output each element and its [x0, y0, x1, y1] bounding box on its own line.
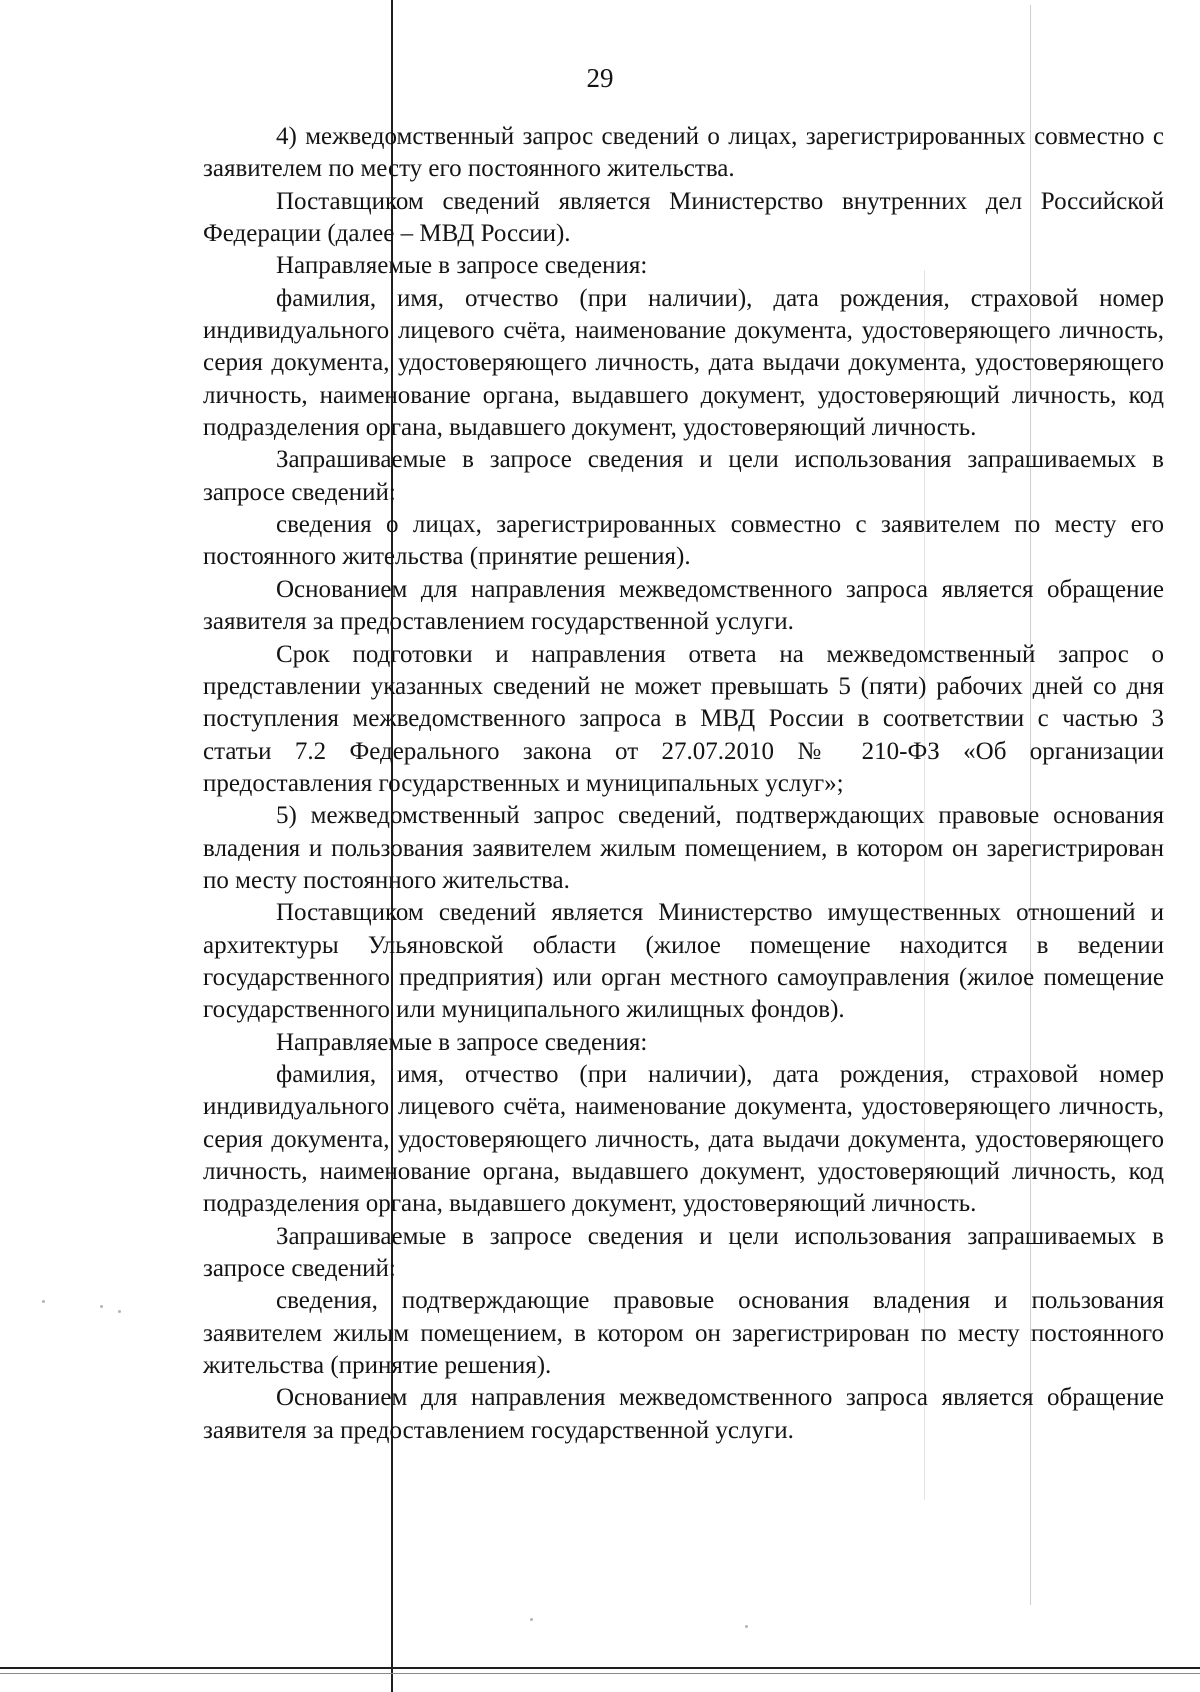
paragraph-requested-fields: сведения о лицах, зарегистрированных совместно с заявителем по месту его постоянного жительства (принятие решения). — [203, 511, 1164, 571]
paragraph-request-5: 5) межведомственный запрос сведений, подтверждающих правовые основания владения и пользования заявителем жилым помещением, в котором он зарегистрирован по месту постоянного жительства. — [203, 802, 1164, 894]
paragraph-sent-heading-2: Направляемые в запросе сведения: — [276, 1028, 648, 1056]
paragraph-supplier-ministry: Поставщиком сведений является Министерство имущественных отношений и архитектуры Ульяновской области (жилое помещение находится в ведении государственного предприятия) или орган местного самоуправления (жилое помещение государственного или муниципального жилищных фондов). — [203, 899, 1164, 1024]
paragraph-request-4: 4) межведомственный запрос сведений о лицах, зарегистрированных совместно с заявителем по месту его постоянного жительства. — [203, 123, 1164, 183]
paragraph-sent-fields: фамилия, имя, отчество (при наличии), дата рождения, страховой номер индивидуального лицевого счёта, наименование документа, удостоверяющего личность, серия документа, удостоверяющего личность, дата выдачи документа, удостоверяющего личность, наименование органа, выдавшего документ, удостоверяющий личность, код подразделения органа, выдавшего документ, удостоверяющий личность. — [203, 284, 1164, 442]
scan-bottom-line-secondary — [0, 1673, 1200, 1674]
page-number: 29 — [586, 63, 614, 93]
paragraph-requested-heading-2: Запрашиваемые в запросе сведения и цели использования запрашиваемых в запросе сведений: — [203, 1222, 1164, 1283]
paragraph-sent-heading: Направляемые в запросе сведения: — [276, 252, 648, 280]
paragraph-basis: Основанием для направления межведомственного запроса является обращение заявителя за предоставлением государственной услуги. — [203, 575, 1164, 636]
paragraph-requested-fields-2: сведения, подтверждающие правовые основания владения и пользования заявителем жилым помещением, в котором он зарегистрирован по месту постоянного жительства (принятие решения). — [203, 1287, 1164, 1380]
paragraph-basis-2: Основанием для направления межведомственного запроса является обращение заявителя за предоставлением государственной услуги. — [203, 1384, 1164, 1444]
scan-speck — [42, 1300, 45, 1303]
paragraph-supplier-mvd: Поставщиком сведений является Министерство внутренних дел Российской Федерации (далее – МВД России). — [203, 187, 1164, 248]
scan-speck — [100, 1305, 103, 1308]
scan-speck — [745, 1625, 748, 1628]
scan-bottom-line — [0, 1667, 1200, 1669]
paragraph-requested-heading: Запрашиваемые в запросе сведения и цели использования запрашиваемых в запросе сведений: — [203, 446, 1164, 506]
paragraph-sent-fields-2: фамилия, имя, отчество (при наличии), дата рождения, страховой номер индивидуального лицевого счёта, наименование документа, удостоверяющего личность, серия документа, удостоверяющего личность, дата выдачи документа, удостоверяющего личность, наименование органа, выдавшего документ, удостоверяющий личность, код подразделения органа, выдавшего документ, удостоверяющий личность. — [203, 1060, 1164, 1218]
paragraph-deadline: Срок подготовки и направления ответа на межведомственный запрос о представлении указанных сведений не может превышать 5 (пяти) рабочих дней со дня поступления межведомственного запроса в МВД России в соответствии с частью 3 статьи 7.2 Федерального закона от 27.07.2010 № 210-ФЗ «Об организации предоставления государственных и муниципальных услуг»; — [203, 640, 1164, 797]
scan-speck — [118, 1310, 121, 1313]
scan-speck — [530, 1618, 533, 1621]
document-body — [203, 121, 1164, 1447]
